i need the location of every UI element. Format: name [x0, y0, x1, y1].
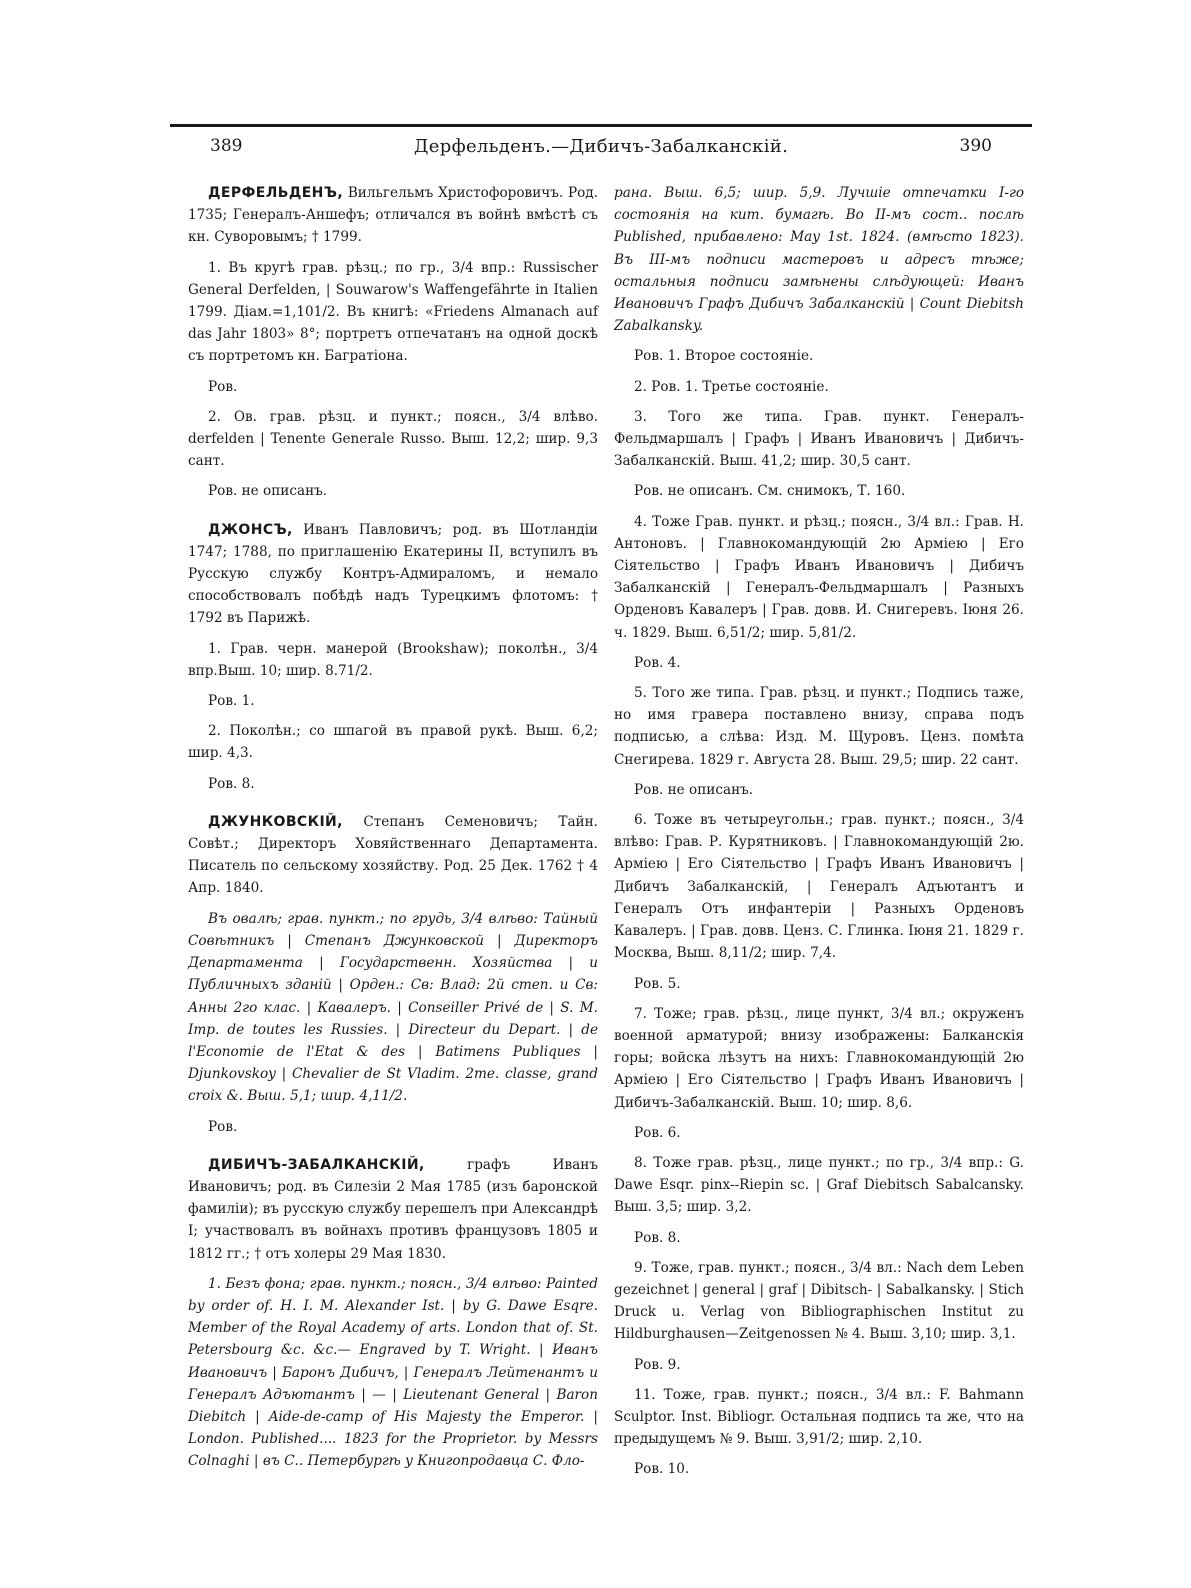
portrait-item: 2. Ов. грав. рѣзц. и пункт.; поясн., 3/4 влѣво. derfelden | Tenente Generale Russo. Выш. 12,2; шир. 9,3 сант.	[188, 408, 598, 470]
portrait-item: 7. Тоже; грав. рѣзц., лице пункт, 3/4 вл.; окруженъ военной арматурой; внизу изображены: Балканскія горы; войска лѣзутъ на нихъ: Главнокомандующій 2ю Арміею | Его Сіятельство | Графъ Иванъ Ивановичъ | Дибичъ-Забалканскій. Выш. 10; шир. 8,6.	[614, 1005, 1024, 1111]
portrait-item: 2. Поколѣн.; со шпагой въ правой рукѣ. Выш. 6,2; шир. 4,3.	[188, 723, 598, 762]
rovinsky-ref: Ров. 5.	[634, 975, 681, 992]
page-number-left: 389	[210, 136, 243, 156]
rovinsky-ref: Ров. 9.	[634, 1356, 681, 1373]
portrait-item: 8. Тоже грав. рѣзц., лице пункт.; по гр., 3/4 впр.: G. Dawe Esqr. pinx--Riepin sc. | Graf Diebitsch Sabalcansky. Выш. 3,5; шир. 3,2.	[614, 1154, 1024, 1216]
portrait-item: 6. Тоже въ четыреугольн.; грав. пункт.; поясн., 3/4 влѣво: Грав. Р. Курятниковъ. | Главнокомандующій 2ю. Арміею | Его Сіятельство | Графъ Иванъ Ивановичъ | Дибичъ Забалканскій, | Генералъ Адъютантъ и Генералъ Отъ инфантеріи | Разныхъ Орденовъ Кавалеръ. | Грав. довв. Ценз. С. Глинка. Іюня 21. 1829 г. Москва, Выш. 8,11/2; шир. 7,4.	[614, 812, 1024, 962]
portrait-item: 5. Того же типа. Грав. рѣзц. и пункт.; Подпись таже, но имя гравера поставлено внизу, справа подъ подписью, а слѣва: Изд. М. Щуровъ. Ценз. помѣта Снегирева. 1829 г. Августа 28. Выш. 29,5; шир. 22 сант.	[614, 685, 1024, 768]
entry-intro: Вильгельмъ Христофоровичъ. Род. 1735; Генералъ-Аншефъ; отличался въ войнѣ вмѣстѣ съ кн. Суворовымъ; † 1799.	[188, 185, 598, 246]
rovinsky-ref: Ров. не описанъ.	[634, 781, 754, 798]
portrait-item: 3. Того же типа. Грав. пункт. Генералъ-Фельдмаршалъ | Графъ | Иванъ Ивановичъ | Дибичъ-Забалканскій. Выш. 41,2; шир. 30,5 сант.	[614, 408, 1024, 470]
portrait-item: 1. Въ кругѣ грав. рѣзц.; по гр., 3/4 впр.: Russischer General Derfelden, | Souwarow's Waffengefährte in Italien 1799. Діам.=1,101/2. Въ книгѣ: «Friedens Almanach auf das Jahr 1803» 8°; портретъ отпечатанъ на одной доскѣ съ портретомъ кн. Багратіона.	[188, 259, 598, 365]
entry-name: ДЕРФЕЛЬДЕНЪ,	[208, 185, 344, 201]
rovinsky-ref: Ров.	[208, 1118, 238, 1135]
rovinsky-ref: Ров. 8.	[634, 1229, 681, 1246]
entry-intro: Иванъ Павловичъ; род. въ Шотландіи 1747; 1788, по приглашенію Екатерины II, вступилъ въ Русскую службу Контръ-Адмираломъ, и немало способствовалъ побѣдѣ надъ Турецкимъ флотомъ: † 1792 въ Парижѣ.	[188, 521, 598, 627]
portrait-item: Въ овалѣ; грав. пункт.; по грудь, 3/4 влѣво: Тайный Совѣтникъ | Степанъ Джунковской | Директоръ Департамента | Государственн. Хозяйства | и Публичныхъ зданій | Орден.: Св: Влад: 2й степ. и Св: Анны 2го клас. | Кавалеръ. | Conseiller Privé de | S. M. Imp. de toutes les Russies. | Directeur du Depart. | de l'Economie de l'Etat & des | Batimens Publiques | Djunkovskoy | Chevalier de St Vladim. 2me. classe, grand croix &. Выш. 5,1; шир. 4,11/2.	[188, 910, 598, 1105]
entry-jones	[188, 519, 598, 795]
entry-dibich	[188, 1154, 598, 1473]
rovinsky-ref: Ров. 6.	[634, 1124, 681, 1141]
rovinsky-ref: Ров. не описанъ. См. снимокъ, Т. 160.	[634, 483, 906, 500]
entry-dzhunkovsky	[188, 811, 598, 1138]
page-header	[170, 136, 1032, 162]
book-page	[170, 120, 1032, 1560]
portrait-item: 11. Тоже, грав. пункт.; поясн., 3/4 вл.: F. Bahmann Sculptor. Inst. Bibliogr. Остальная подпись та же, что на предыдущемъ № 9. Выш. 3,91/2; шир. 2,10.	[614, 1386, 1024, 1448]
portrait-item: 9. Тоже, грав. пункт.; поясн., 3/4 вл.: Nach dem Leben gezeichnet | general | graf | Dibitsch- | Sabalkansky. | Stich Druck u. Verlag von Bibliographischen Institut zu Hildburghausen—Zeitgenossen № 4. Выш. 3,10; шир. 3,1.	[614, 1259, 1024, 1343]
left-column	[188, 182, 598, 1489]
rovinsky-ref: Ров. 10.	[634, 1461, 690, 1478]
running-title: Дерфельденъ.—Дибичъ-Забалканскій.	[413, 136, 789, 157]
entry-name: ДЖУНКОВСКІЙ,	[208, 813, 343, 830]
rovinsky-ref: Ров. 1. Второе состояніе.	[634, 348, 814, 365]
rovinsky-ref: Ров. 8.	[208, 775, 255, 792]
entry-name: ДИБИЧЪ-ЗАБАЛКАНСКІЙ,	[208, 1156, 425, 1173]
right-column	[614, 182, 1024, 1489]
portrait-item: 1. Безъ фона; грав. пункт.; поясн., 3/4 влѣво: Painted by order of. H. I. M. Alexander Ist. | by G. Dawe Esqre. Member of the Royal Academy of arts. London that of. St. Petersbourg &c. &c.— Engraved by T. Wright. | Иванъ Ивановичъ | Баронъ Дибичъ, | Генералъ Лейтенантъ и Генералъ Адъютантъ | — | Lieutenant General | Baron Diebitch | Aide-de-camp of His Majesty the Emperor. | London. Published.... 1823 for the Proprietor. by Messrs Colnaghi | въ С.. Петербургѣ у Книгопродавца С. Фло-	[188, 1275, 598, 1470]
entry-name: ДЖОНСЪ,	[208, 521, 293, 538]
page-number-right: 390	[959, 136, 992, 156]
entry-intro: графъ Иванъ Ивановичъ; род. въ Силезіи 2 Мая 1785 (изъ баронской фамиліи); въ русскую службу перешелъ при Александрѣ I; участвовалъ въ войнахъ противъ французовъ 1805 и 1812 гг.; † отъ холеры 29 Мая 1830.	[188, 1156, 598, 1262]
entry-intro: Степанъ Семеновичъ; Тайн. Совѣт.; Директоръ Ховяйственнаго Департамента. Писатель по сельскому хозяйству. Род. 25 Дек. 1762 † 4 Апр. 1840.	[188, 813, 598, 897]
portrait-item: 4. Тоже Грав. пункт. и рѣзц.; поясн., 3/4 вл.: Грав. Н. Антоновъ. | Главнокомандующій 2ю Арміею | Его Сіятельство | Графъ Иванъ Ивановичъ | Дибичъ Забалканскій | Генералъ-Фельдмаршалъ | Разныхъ Орденовъ Кавалеръ | Грав. довв. И. Снигеревъ. Іюня 26. ч. 1829. Выш. 6,51/2; шир. 5,81/2.	[614, 513, 1024, 641]
entry-derfelden	[188, 182, 598, 503]
rovinsky-ref: Ров.	[208, 378, 238, 395]
header-rule	[170, 124, 1032, 127]
rovinsky-ref: Ров. не описанъ.	[208, 483, 328, 500]
portrait-item: 1. Грав. черн. манерой (Brookshaw); поколѣн., 3/4 впр.Выш. 10; шир. 8.71/2.	[188, 640, 598, 679]
continued-text: рана. Выш. 6,5; шир. 5,9. Лучшіе отпечатки I-го состоянія на кит. бумагѣ. Во II-мъ сост.. послѣ Published, прибавлено: May 1st. 1824. (вмѣсто 1823). Въ III-мъ подписи мастеровъ и адресъ тѣже; остальныя подписи замѣнены слѣдующей: Иванъ Ивановичъ Графъ Дибичъ Забалканскій | Count Diebitsh Zabalkansky.	[614, 185, 1024, 335]
rovinsky-ref: Ров. 4.	[634, 654, 681, 671]
portrait-item: 2. Ров. 1. Третье состояніе.	[634, 378, 829, 395]
rovinsky-ref: Ров. 1.	[208, 693, 255, 710]
